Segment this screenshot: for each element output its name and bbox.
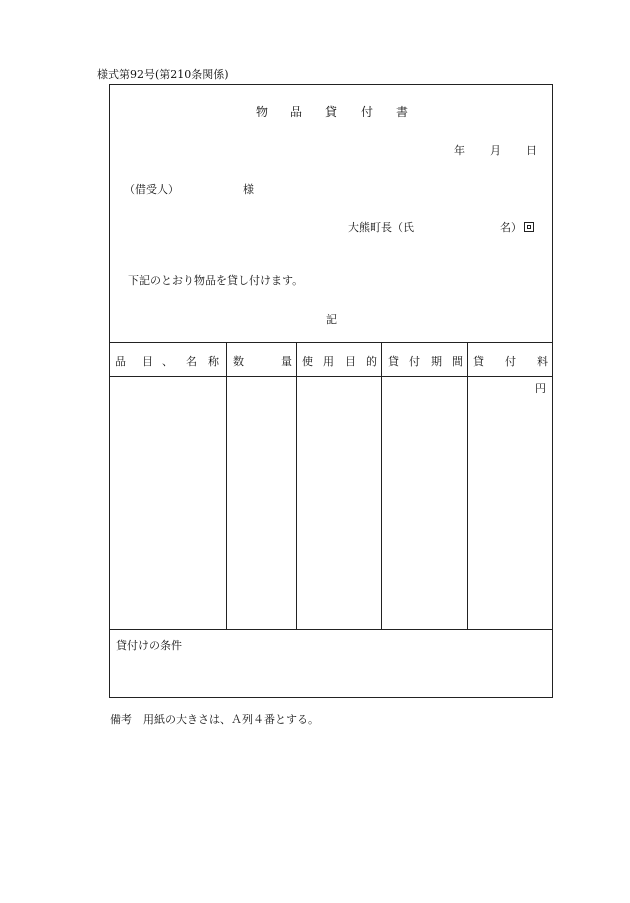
ki-mark: 記 [326,313,337,326]
table-bottom-line [109,629,553,630]
title-char-3: 貸 [325,105,338,119]
issuer-prefix: 大熊町長（氏 [348,221,414,234]
hdr-purpose-c4: 的 [366,355,377,368]
issuer-suffix-text: 名） [500,221,522,234]
hdr-period-c1: 貸 [388,355,399,368]
conditions-label: 貸付けの条件 [116,639,182,652]
borrower-suffix: 様 [243,183,254,196]
col-divider-2 [296,342,297,629]
form-reference: 様式第92号(第210条関係) [97,68,229,81]
seal-mark-icon [524,222,534,232]
date-month: 月 [490,144,501,157]
table-top-line [109,342,553,343]
title-char-1: 物 [256,105,269,119]
title-char-5: 書 [396,105,409,119]
date-day: 日 [526,144,537,157]
title-char-2: 品 [290,105,303,119]
col-divider-4 [467,342,468,629]
borrower-label: （借受人） [124,183,179,196]
hdr-item-c3: 、 [162,355,173,368]
hdr-item-c4: 名 [186,355,197,368]
hdr-period-c2: 付 [409,355,420,368]
hdr-purpose-c3: 目 [345,355,356,368]
hdr-period-c3: 期 [431,355,442,368]
issuer-suffix [500,219,534,235]
form-frame [109,84,553,698]
date-year: 年 [454,144,465,157]
fee-unit: 円 [535,382,546,395]
table-header-line [109,376,553,377]
col-divider-1 [226,342,227,629]
hdr-qty-c1: 数 [233,355,244,368]
hdr-fee-c2: 付 [505,355,516,368]
hdr-purpose-c2: 用 [323,355,334,368]
hdr-purpose-c1: 使 [302,355,313,368]
col-divider-3 [381,342,382,629]
hdr-fee-c3: 料 [537,355,548,368]
hdr-qty-c2: 量 [281,355,292,368]
remarks: 備考 用紙の大きさは、Ａ列４番とする。 [110,713,319,726]
title-char-4: 付 [361,105,374,119]
hdr-period-c4: 間 [452,355,463,368]
intro-text: 下記のとおり物品を貸し付けます。 [128,274,304,287]
hdr-item-c2: 目 [142,355,153,368]
hdr-item-c1: 品 [115,355,126,368]
hdr-fee-c1: 貸 [473,355,484,368]
hdr-item-c5: 称 [208,355,219,368]
